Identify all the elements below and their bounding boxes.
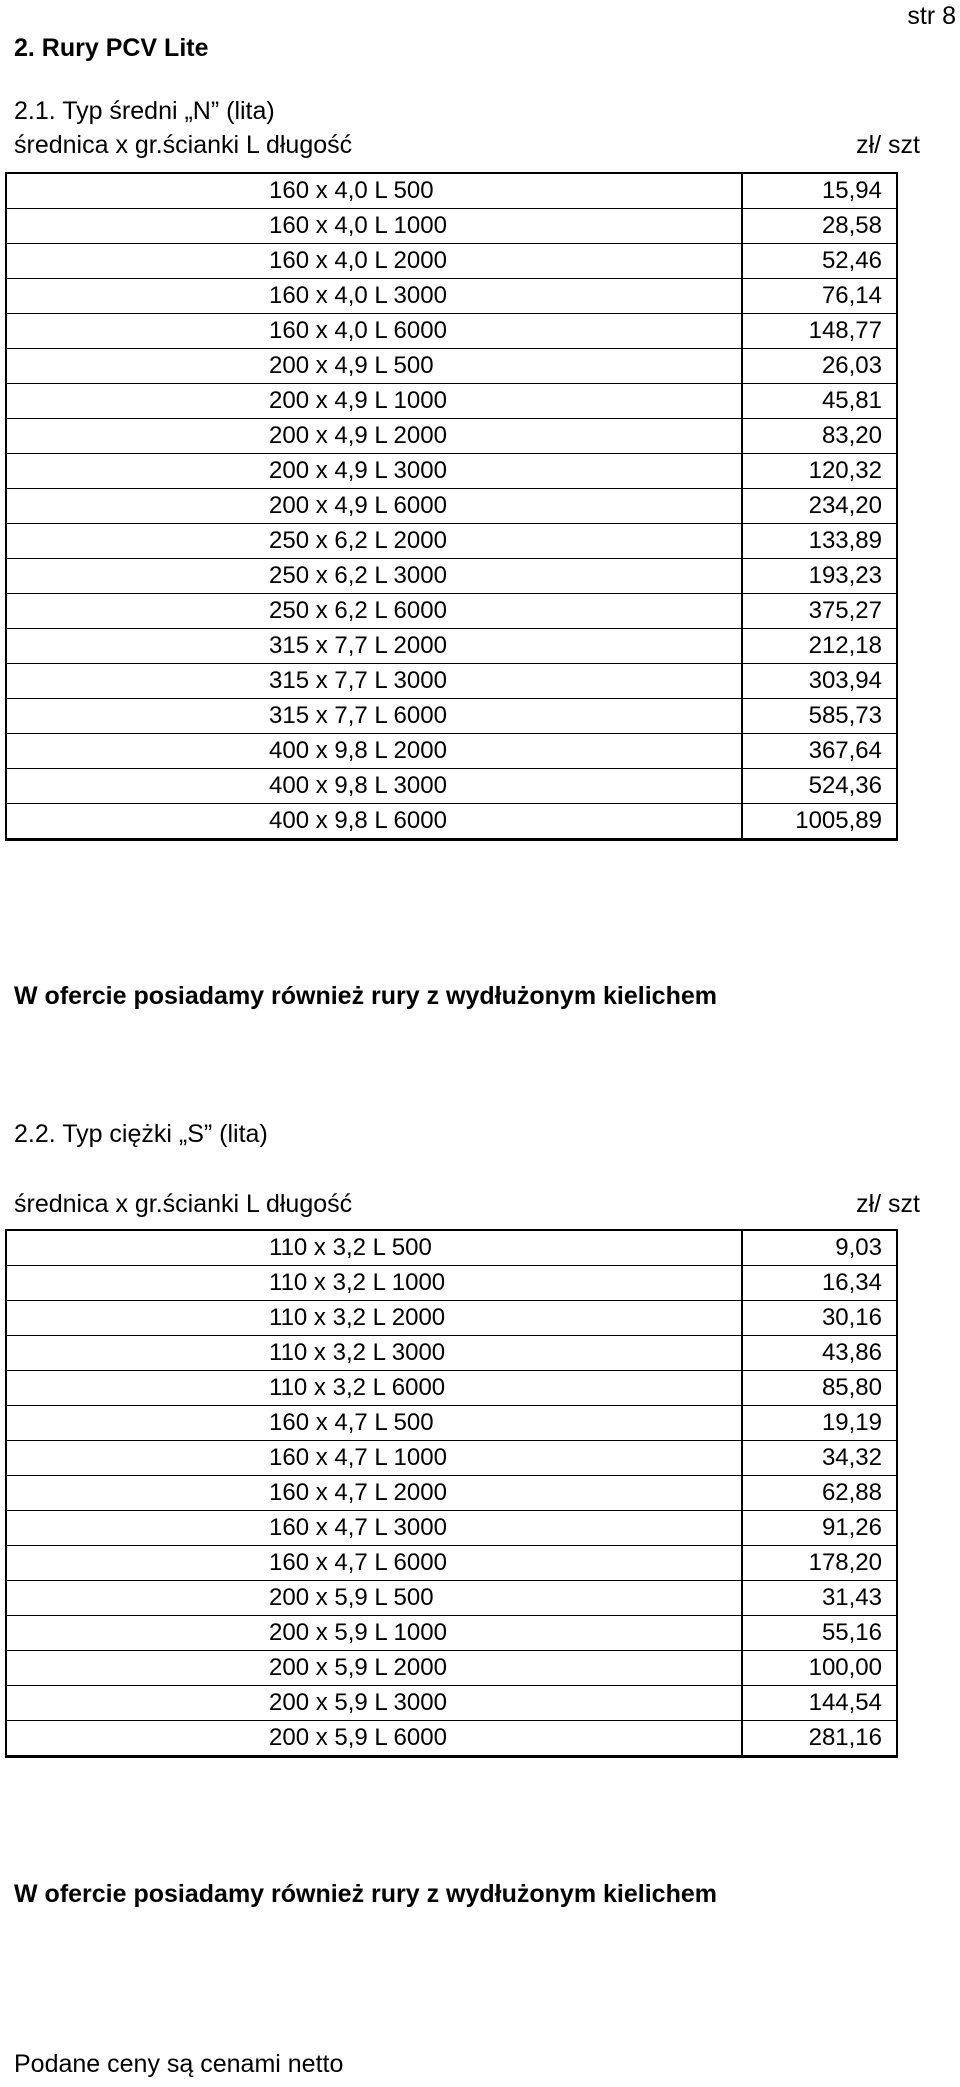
table-row [6,173,897,209]
table-row [6,699,897,734]
pipe-dimensions-cell: 200 x 5,9 L 500 [6,1581,742,1616]
pipe-dimensions-cell: 160 x 4,0 L 1000 [6,209,742,244]
price-cell: 144,54 [742,1686,897,1721]
pipe-dimensions-cell: 250 x 6,2 L 2000 [6,524,742,559]
column-header-dimensions: średnica x gr.ścianki L długość [14,1190,353,1218]
table-row [6,1616,897,1651]
table-header-medium [14,131,920,160]
pipe-dimensions-cell: 200 x 4,9 L 3000 [6,454,742,489]
table-row [6,1266,897,1301]
price-cell: 31,43 [742,1581,897,1616]
pipe-dimensions-cell: 160 x 4,0 L 500 [6,173,742,209]
price-cell: 83,20 [742,419,897,454]
pipe-dimensions-cell: 160 x 4,7 L 3000 [6,1511,742,1546]
page-number: str 8 [907,2,956,30]
table-row [6,1406,897,1441]
pipe-dimensions-cell: 315 x 7,7 L 2000 [6,629,742,664]
price-cell: 91,26 [742,1511,897,1546]
table-row [6,594,897,629]
table-row [6,314,897,349]
price-cell: 524,36 [742,769,897,804]
pipe-dimensions-cell: 315 x 7,7 L 6000 [6,699,742,734]
table-row [6,1476,897,1511]
table-row [6,1651,897,1686]
table-row [6,1371,897,1406]
price-cell: 19,19 [742,1406,897,1441]
price-cell: 34,32 [742,1441,897,1476]
table-row [6,1301,897,1336]
price-cell: 85,80 [742,1371,897,1406]
price-cell: 133,89 [742,524,897,559]
pipe-dimensions-cell: 200 x 4,9 L 1000 [6,384,742,419]
table-row [6,1546,897,1581]
price-cell: 100,00 [742,1651,897,1686]
pipe-dimensions-cell: 110 x 3,2 L 3000 [6,1336,742,1371]
price-cell: 52,46 [742,244,897,279]
extended-socket-note-medium: W ofercie posiadamy również rury z wydłużonym kielichem [14,982,717,1010]
price-cell: 15,94 [742,173,897,209]
pipe-dimensions-cell: 400 x 9,8 L 6000 [6,804,742,840]
table-row [6,734,897,769]
price-cell: 212,18 [742,629,897,664]
pipe-dimensions-cell: 315 x 7,7 L 3000 [6,664,742,699]
table-row [6,1686,897,1721]
subsection-title-medium: 2.1. Typ średni „N” (lita) [14,97,275,125]
table-row [6,1230,897,1266]
pipe-dimensions-cell: 160 x 4,0 L 3000 [6,279,742,314]
price-table-medium [5,172,898,841]
column-header-dimensions: średnica x gr.ścianki L długość [14,131,353,159]
pipe-dimensions-cell: 160 x 4,7 L 1000 [6,1441,742,1476]
price-cell: 234,20 [742,489,897,524]
pipe-dimensions-cell: 200 x 4,9 L 500 [6,349,742,384]
price-cell: 26,03 [742,349,897,384]
table-row [6,1721,897,1757]
pipe-dimensions-cell: 200 x 5,9 L 6000 [6,1721,742,1757]
table-row [6,384,897,419]
pipe-dimensions-cell: 110 x 3,2 L 2000 [6,1301,742,1336]
table-row [6,349,897,384]
pipe-dimensions-cell: 160 x 4,7 L 500 [6,1406,742,1441]
column-header-price: zł/ szt [856,131,920,159]
table-row [6,664,897,699]
price-cell: 43,86 [742,1336,897,1371]
pipe-dimensions-cell: 400 x 9,8 L 2000 [6,734,742,769]
price-cell: 62,88 [742,1476,897,1511]
table-row [6,244,897,279]
pipe-dimensions-cell: 160 x 4,0 L 2000 [6,244,742,279]
table-row [6,454,897,489]
price-cell: 30,16 [742,1301,897,1336]
price-cell: 9,03 [742,1230,897,1266]
price-cell: 585,73 [742,699,897,734]
pipe-dimensions-cell: 160 x 4,7 L 2000 [6,1476,742,1511]
price-cell: 55,16 [742,1616,897,1651]
table-row [6,524,897,559]
pipe-dimensions-cell: 200 x 5,9 L 3000 [6,1686,742,1721]
table-row [6,209,897,244]
pipe-dimensions-cell: 160 x 4,7 L 6000 [6,1546,742,1581]
price-table-heavy [5,1229,898,1758]
section-title: 2. Rury PCV Lite [14,34,209,62]
table-row [6,1581,897,1616]
price-cell: 281,16 [742,1721,897,1757]
pipe-dimensions-cell: 250 x 6,2 L 6000 [6,594,742,629]
pipe-dimensions-cell: 110 x 3,2 L 1000 [6,1266,742,1301]
price-cell: 178,20 [742,1546,897,1581]
price-cell: 28,58 [742,209,897,244]
pipe-dimensions-cell: 200 x 4,9 L 2000 [6,419,742,454]
pipe-dimensions-cell: 160 x 4,0 L 6000 [6,314,742,349]
price-cell: 120,32 [742,454,897,489]
price-cell: 76,14 [742,279,897,314]
pipe-dimensions-cell: 110 x 3,2 L 6000 [6,1371,742,1406]
price-cell: 193,23 [742,559,897,594]
table-row [6,769,897,804]
table-row [6,489,897,524]
subsection-title-heavy: 2.2. Typ ciężki „S” (lita) [14,1120,268,1148]
column-header-price: zł/ szt [856,1190,920,1218]
pipe-dimensions-cell: 200 x 5,9 L 1000 [6,1616,742,1651]
table-row [6,1511,897,1546]
price-cell: 16,34 [742,1266,897,1301]
table-row [6,1441,897,1476]
price-cell: 367,64 [742,734,897,769]
pipe-dimensions-cell: 200 x 5,9 L 2000 [6,1651,742,1686]
table-row [6,559,897,594]
table-row [6,804,897,840]
table-row [6,279,897,314]
pipe-dimensions-cell: 110 x 3,2 L 500 [6,1230,742,1266]
price-cell: 1005,89 [742,804,897,840]
pipe-dimensions-cell: 250 x 6,2 L 3000 [6,559,742,594]
price-cell: 303,94 [742,664,897,699]
net-prices-footer: Podane ceny są cenami netto [14,2050,344,2078]
extended-socket-note-heavy: W ofercie posiadamy również rury z wydłużonym kielichem [14,1880,717,1908]
price-cell: 45,81 [742,384,897,419]
table-row [6,629,897,664]
pipe-dimensions-cell: 400 x 9,8 L 3000 [6,769,742,804]
price-cell: 148,77 [742,314,897,349]
table-row [6,1336,897,1371]
price-cell: 375,27 [742,594,897,629]
table-row [6,419,897,454]
table-header-heavy [14,1190,920,1219]
pipe-dimensions-cell: 200 x 4,9 L 6000 [6,489,742,524]
